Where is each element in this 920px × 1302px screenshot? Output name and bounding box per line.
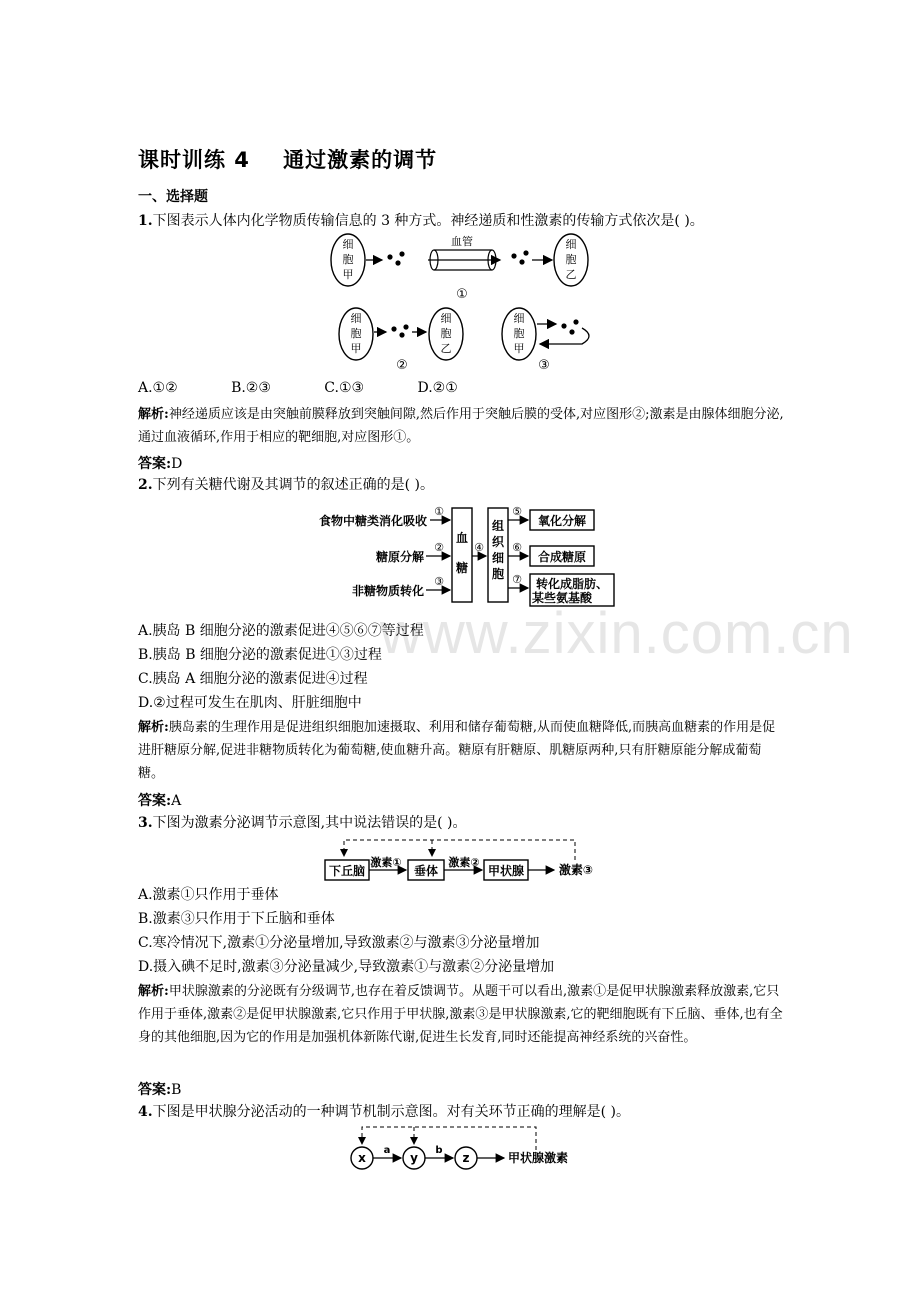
output-7b: 某些氨基酸 <box>531 591 593 605</box>
pituitary-box: 垂体 <box>413 864 439 878</box>
q3-option-a: A.激素①只作用于垂体 <box>138 887 279 903</box>
q2-figure <box>300 500 620 612</box>
source-3: 非糖物质转化 <box>351 584 424 598</box>
q3-answer: 答案:B <box>138 1082 182 1098</box>
svg-text:④: ④ <box>474 541 484 554</box>
svg-text:①: ① <box>434 505 444 518</box>
question-3: 3.下图为激素分泌调节示意图,其中说法错误的是( )。 <box>138 815 467 831</box>
output-6: 合成糖原 <box>537 550 587 564</box>
output-5: 氧化分解 <box>537 514 587 528</box>
svg-text:乙: 乙 <box>565 268 577 281</box>
q3-explanation: 解析:甲状腺激素的分泌既有分级调节,也存在着反馈调节。从题干可以看出,激素①是促甲状腺激素释放激素,它只作用于垂体,激素②是促甲状腺激素,它只作用于甲状腺,激素③是甲状腺激素,它的靶细胞既有下丘脑、垂体,也有全身的其他细胞,因为它的作用是加强机体新陈代谢,促进生长发育,同时还能提高神经系统的兴奋性。 <box>138 984 783 1045</box>
node-z: z <box>462 1151 470 1165</box>
q1-answer: 答案:D <box>138 456 183 472</box>
question-2: 2.下列有关糖代谢及其调节的叙述正确的是( )。 <box>138 477 434 493</box>
svg-text:细: 细 <box>350 312 362 325</box>
svg-text:糖: 糖 <box>455 561 469 575</box>
cell-label: 胞 <box>342 253 354 266</box>
thyroid-box: 甲状腺 <box>487 864 525 878</box>
svg-text:血: 血 <box>455 531 469 545</box>
blood-sugar-box <box>452 508 472 602</box>
q2-option-b: B.胰岛 B 细胞分泌的激素促进①③过程 <box>138 647 382 663</box>
cell-label: 甲 <box>342 268 354 281</box>
vessel-label: 血管 <box>451 235 473 248</box>
q2-answer: 答案:A <box>138 793 182 809</box>
svg-text:组: 组 <box>491 519 505 533</box>
watermark: www.zixin.com.cn <box>380 601 854 666</box>
question-stem: 下图表示人体内化学物质传输信息的 3 种方式。神经递质和性激素的传输方式依次是( )。 <box>152 213 704 229</box>
svg-text:a: a <box>383 1145 391 1156</box>
q1-figure <box>320 232 620 372</box>
q2-explanation: 解析:胰岛素的生理作用是促进组织细胞加速摄取、利用和储存葡萄糖,从而使血糖降低,而胰高血糖素的作用是促进肝糖原分解,促进非糖物质转化为葡萄糖,使血糖升高。糖原有肝糖原、肌糖原两种,只有肝糖原能分解成葡萄糖。 <box>138 720 776 781</box>
question-1 <box>138 212 704 230</box>
svg-text:⑤: ⑤ <box>512 505 522 518</box>
pattern-2-marker: ② <box>396 358 408 372</box>
question-4: 4.下图是甲状腺分泌活动的一种调节机制示意图。对有关环节正确的理解是( )。 <box>138 1104 630 1120</box>
svg-text:③: ③ <box>434 575 444 588</box>
svg-text:胞: 胞 <box>350 327 362 340</box>
question-number: 1. <box>138 213 153 229</box>
svg-text:甲: 甲 <box>513 342 525 355</box>
svg-text:②: ② <box>434 541 444 554</box>
q3-option-d: D.摄入碘不足时,激素③分泌量减少,导致激素①与激素②分泌量增加 <box>138 959 555 975</box>
node-y: y <box>410 1151 418 1165</box>
section-heading: 一、选择题 <box>138 189 208 205</box>
svg-text:激素①: 激素① <box>370 856 402 869</box>
q4-figure <box>344 1124 584 1174</box>
pattern-3-marker: ③ <box>538 358 550 372</box>
svg-text:胞: 胞 <box>491 567 505 581</box>
svg-text:激素②: 激素② <box>448 856 480 869</box>
q1-options: A.①② B.②③ C.①③ D.②① <box>138 380 458 396</box>
svg-text:甲: 甲 <box>350 342 362 355</box>
svg-text:胞: 胞 <box>565 253 577 266</box>
cell-label: 细 <box>342 238 354 251</box>
svg-text:激素③: 激素③ <box>558 863 594 877</box>
q1-explanation: 解析:神经递质应该是由突触前膜释放到突触间隙,然后作用于突触后膜的受体,对应图形②;激素是由腺体细胞分泌,通过血液循环,作用于相应的靶细胞,对应图形①。 <box>138 407 784 445</box>
svg-text:⑦: ⑦ <box>512 573 522 586</box>
svg-text:细: 细 <box>440 312 452 325</box>
svg-text:织: 织 <box>491 535 505 549</box>
q2-option-a: A.胰岛 B 细胞分泌的激素促进④⑤⑥⑦等过程 <box>138 623 424 639</box>
output-7a: 转化成脂肪、 <box>535 577 609 591</box>
svg-text:b: b <box>435 1145 443 1156</box>
source-2: 糖原分解 <box>375 550 424 564</box>
pattern-1-marker: ① <box>456 287 468 302</box>
svg-text:乙: 乙 <box>440 342 452 355</box>
svg-text:胞: 胞 <box>513 327 525 340</box>
svg-text:细: 细 <box>565 238 577 251</box>
output-hormone: 甲状腺激素 <box>507 1151 569 1165</box>
svg-text:⑥: ⑥ <box>512 541 522 554</box>
q3-option-c: C.寒冷情况下,激素①分泌量增加,导致激素②与激素③分泌量增加 <box>138 935 540 951</box>
q2-option-c: C.胰岛 A 细胞分泌的激素促进④过程 <box>138 671 368 687</box>
q3-figure <box>320 836 610 886</box>
q3-option-b: B.激素③只作用于下丘脑和垂体 <box>138 911 335 927</box>
node-x: x <box>358 1151 366 1165</box>
svg-text:细: 细 <box>491 551 505 565</box>
page-title: 课时训练 4 通过激素的调节 <box>138 148 438 172</box>
hypothalamus-box: 下丘脑 <box>328 864 366 878</box>
svg-text:胞: 胞 <box>440 327 452 340</box>
q2-option-d: D.②过程可发生在肌肉、肝脏细胞中 <box>138 695 362 711</box>
svg-text:细: 细 <box>513 312 525 325</box>
source-1: 食物中糖类消化吸收 <box>318 514 427 528</box>
